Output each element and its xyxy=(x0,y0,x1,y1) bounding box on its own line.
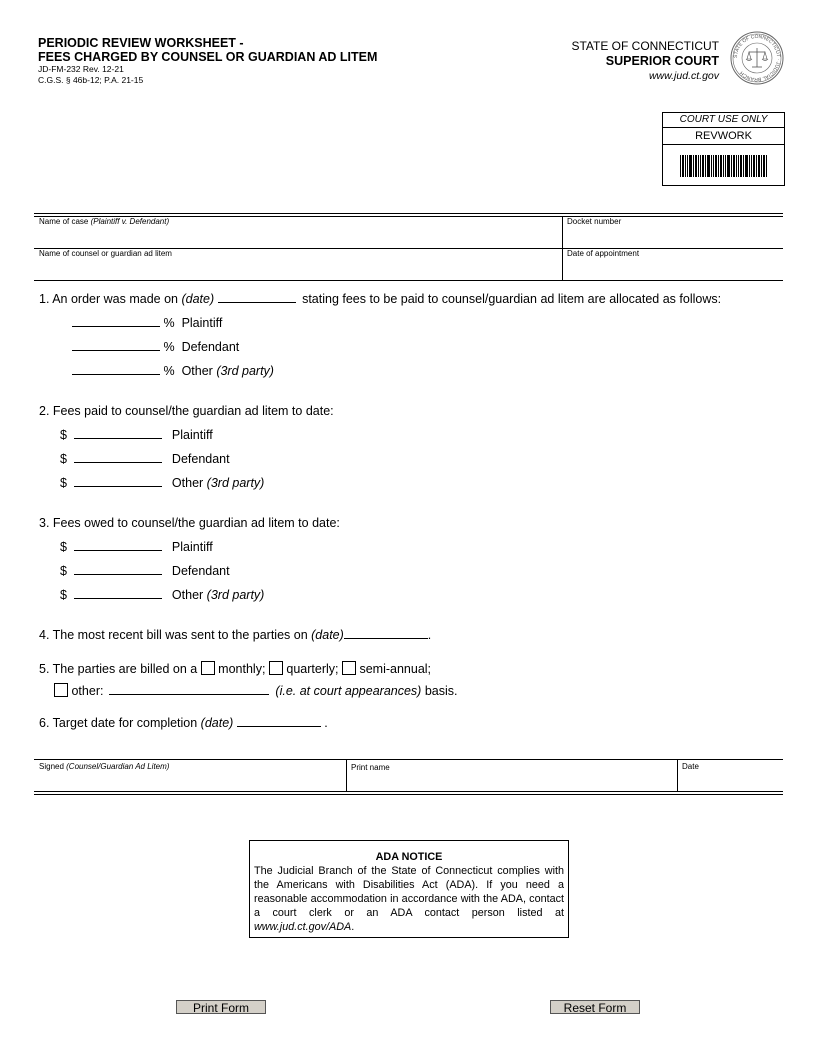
court-use-label: COURT USE ONLY xyxy=(663,113,784,128)
other-checkbox[interactable] xyxy=(54,683,68,697)
q1-plaintiff-input[interactable] xyxy=(72,326,160,327)
q1-defendant-label: Defendant xyxy=(181,340,240,354)
dollar-sign: $ xyxy=(60,452,67,466)
q3-plaintiff-row xyxy=(60,540,213,555)
basis-label: basis. xyxy=(424,684,458,698)
q6-text: 6. Target date for completion xyxy=(39,716,201,730)
divider xyxy=(34,791,783,792)
signed-field[interactable] xyxy=(39,762,169,771)
court-name: SUPERIOR COURT xyxy=(605,54,719,68)
form-id: JD-FM-232 Rev. 12-21 xyxy=(38,64,124,74)
question-6 xyxy=(39,716,328,731)
state-seal-icon xyxy=(730,31,784,85)
q5-text: 5. The parties are billed on a xyxy=(39,662,201,676)
case-name-label: Name of case xyxy=(39,217,91,226)
monthly-checkbox[interactable] xyxy=(201,661,215,675)
question-4 xyxy=(39,628,431,643)
docket-number-field[interactable]: Docket number xyxy=(567,217,622,226)
other-example-hint: (i.e. at court appearances) xyxy=(275,684,422,698)
divider xyxy=(346,759,347,791)
question-2: 2. Fees paid to counsel/the guardian ad litem to date: xyxy=(39,404,334,418)
other-basis-input[interactable] xyxy=(109,694,269,695)
q3-defendant-row xyxy=(60,564,230,579)
ada-body xyxy=(254,864,564,934)
q2-defendant-row xyxy=(60,452,230,467)
q6-date-hint: (date) xyxy=(200,716,234,730)
ada-heading: ADA NOTICE xyxy=(375,851,443,863)
signed-label: Signed xyxy=(39,762,67,771)
divider xyxy=(34,213,783,214)
semiannual-checkbox[interactable] xyxy=(342,661,356,675)
q1-other-row xyxy=(72,364,274,379)
q3-other-input[interactable] xyxy=(74,598,162,599)
q1-other-input[interactable] xyxy=(72,374,160,375)
quarterly-checkbox[interactable] xyxy=(269,661,283,675)
percent-sign: % xyxy=(163,316,175,330)
q2-other-label: Other xyxy=(171,476,207,490)
dollar-sign: $ xyxy=(60,564,67,578)
question-5 xyxy=(39,661,431,677)
ada-link[interactable]: www.jud.ct.gov/ADA xyxy=(254,921,352,933)
q2-plaintiff-label: Plaintiff xyxy=(171,428,213,442)
court-website: www.jud.ct.gov xyxy=(648,70,719,82)
case-name-field[interactable] xyxy=(39,217,169,226)
q1-plaintiff-label: Plaintiff xyxy=(181,316,223,330)
q2-defendant-label: Defendant xyxy=(171,452,230,466)
case-name-hint: (Plaintiff v. Defendant) xyxy=(90,217,170,226)
q3-plaintiff-label: Plaintiff xyxy=(171,540,213,554)
q2-other-row xyxy=(60,476,264,491)
q3-other-row xyxy=(60,588,264,603)
q6-date-input[interactable] xyxy=(237,726,321,727)
q6-period: . xyxy=(324,716,328,730)
state-name: STATE OF CONNECTICUT xyxy=(571,39,719,53)
dollar-sign: $ xyxy=(60,428,67,442)
semiannual-label: semi-annual; xyxy=(359,662,432,676)
q4-text: 4. The most recent bill was sent to the parties on xyxy=(39,628,312,642)
q1-plaintiff-row xyxy=(72,316,222,331)
form-title xyxy=(38,36,377,64)
dollar-sign: $ xyxy=(60,588,67,602)
q1-text: 1. An order was made on xyxy=(39,292,182,306)
barcode-icon xyxy=(680,155,768,177)
q2-third-party-hint: (3rd party) xyxy=(206,476,265,490)
q3-third-party-hint: (3rd party) xyxy=(206,588,265,602)
seal-text: STATE OF CONNECTICUT · JUDICIAL BRANCH xyxy=(732,33,782,83)
q2-plaintiff-row xyxy=(60,428,213,443)
court-use-box xyxy=(662,112,785,186)
statute-reference: C.G.S. § 46b-12; P.A. 21-15 xyxy=(38,75,144,85)
q4-date-hint: (date) xyxy=(311,628,344,642)
divider xyxy=(34,794,783,795)
ada-notice xyxy=(249,840,569,938)
counsel-name-field[interactable]: Name of counsel or guardian ad litem xyxy=(39,249,172,258)
q1-defendant-input[interactable] xyxy=(72,350,160,351)
q3-other-label: Other xyxy=(171,588,207,602)
q3-defendant-input[interactable] xyxy=(74,574,162,575)
court-use-code: REVWORK xyxy=(663,128,784,145)
q4-date-input[interactable] xyxy=(344,638,428,639)
q3-defendant-label: Defendant xyxy=(171,564,230,578)
quarterly-label: quarterly; xyxy=(286,662,339,676)
form-title-line2: FEES CHARGED BY COUNSEL OR GUARDIAN AD LITEM xyxy=(38,50,378,64)
q5-other-row xyxy=(54,683,457,699)
signature-date-field[interactable]: Date xyxy=(682,762,699,771)
other-label: other: xyxy=(71,684,104,698)
appointment-date-field[interactable]: Date of appointment xyxy=(567,249,640,258)
ada-text: The Judicial Branch of the State of Connecticut complies with the Americans with Disabilities Act (ADA). If you need a reasonable accommodation in accordance with the ADA, contact a court clerk or an ADA contact person listed at xyxy=(254,865,564,919)
court-header xyxy=(571,39,719,84)
form-title-line1: PERIODIC REVIEW WORKSHEET - xyxy=(38,36,244,50)
q1-date-input[interactable] xyxy=(218,302,296,303)
q3-plaintiff-input[interactable] xyxy=(74,550,162,551)
dollar-sign: $ xyxy=(60,540,67,554)
q4-period: . xyxy=(427,628,432,642)
q1-other-label: Other xyxy=(181,364,217,378)
q2-other-input[interactable] xyxy=(74,486,162,487)
reset-form-button[interactable]: Reset Form xyxy=(550,1000,640,1014)
q1-third-party-hint: (3rd party) xyxy=(216,364,274,378)
dollar-sign: $ xyxy=(60,476,67,490)
q1-text-end: stating fees to be paid to counsel/guardian ad litem are allocated as follows: xyxy=(302,292,722,306)
q2-defendant-input[interactable] xyxy=(74,462,162,463)
print-form-button[interactable]: Print Form xyxy=(176,1000,266,1014)
print-name-field[interactable]: Print name xyxy=(351,763,390,772)
q1-date-hint: (date) xyxy=(181,292,215,306)
percent-sign: % xyxy=(163,340,175,354)
question-1 xyxy=(39,292,721,307)
signed-hint: (Counsel/Guardian Ad Litem) xyxy=(66,762,170,771)
ada-period: . xyxy=(351,921,355,933)
divider xyxy=(34,280,783,281)
form-meta xyxy=(38,64,143,86)
monthly-label: monthly; xyxy=(218,662,266,676)
q2-plaintiff-input[interactable] xyxy=(74,438,162,439)
divider xyxy=(562,216,563,280)
question-3: 3. Fees owed to counsel/the guardian ad litem to date: xyxy=(39,516,340,530)
divider xyxy=(34,759,783,760)
divider xyxy=(677,759,678,791)
percent-sign: % xyxy=(163,364,175,378)
q1-defendant-row xyxy=(72,340,239,355)
